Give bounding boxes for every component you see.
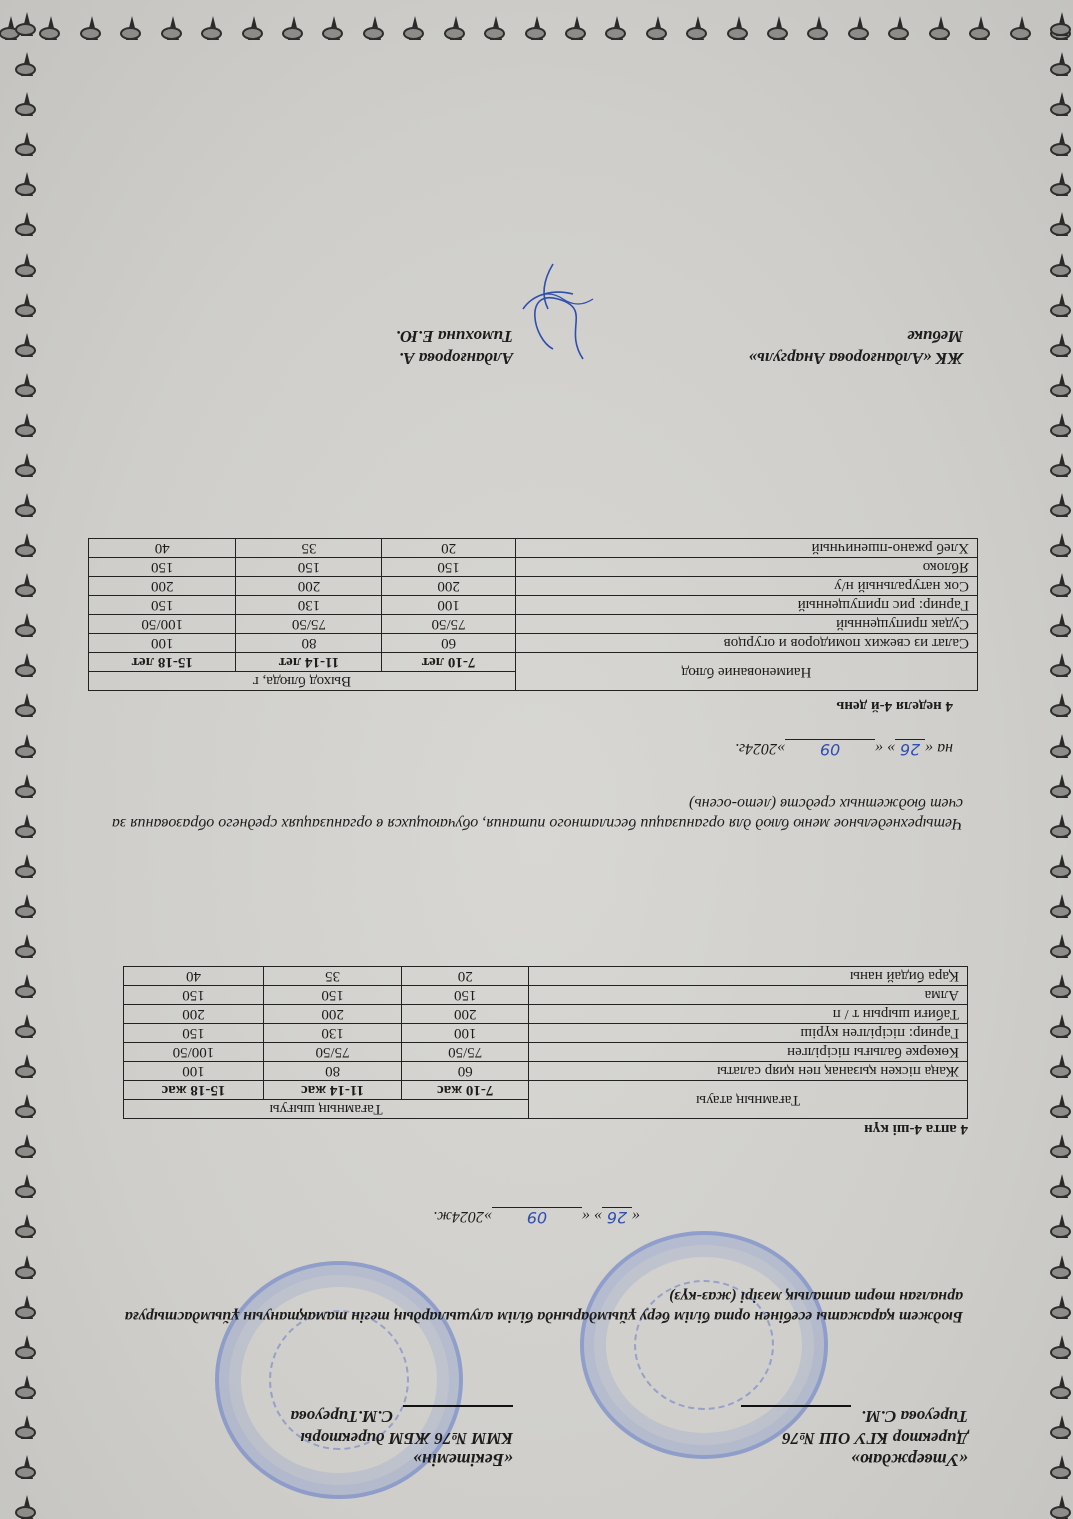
border-spike-icon <box>1051 481 1073 517</box>
approval-block-ru <box>548 1405 968 1471</box>
border-spike-icon <box>16 1483 38 1519</box>
border-spike-icon <box>1051 401 1073 437</box>
border-spike-icon <box>16 1243 38 1279</box>
border-spike-icon <box>889 4 911 40</box>
border-spike-icon <box>1051 601 1073 637</box>
portion-cell: 35 <box>263 967 401 986</box>
portion-cell: 130 <box>236 596 382 615</box>
border-spike-icon <box>1051 962 1073 998</box>
border-spike-icon <box>1051 120 1073 156</box>
border-spike-icon <box>1051 361 1073 397</box>
date-text: « <box>631 1208 640 1225</box>
day-label-kz: 4 апта 4-ші күн <box>864 1121 968 1137</box>
border-spike-icon <box>40 4 62 40</box>
border-spike-icon <box>16 962 38 998</box>
border-spike-icon <box>16 641 38 677</box>
border-spike-icon <box>16 80 38 116</box>
border-spike-icon <box>1051 1002 1073 1038</box>
day-label-ru: 4 неделя 4-й день <box>836 698 953 714</box>
table-row <box>124 967 968 986</box>
border-spike-icon <box>1051 1082 1073 1118</box>
date-text: » « <box>875 740 896 757</box>
border-spike-icon <box>1051 882 1073 918</box>
border-spike-icon <box>16 120 38 156</box>
portion-cell: 200 <box>263 1005 401 1024</box>
border-spike-icon <box>16 241 38 277</box>
portion-cell: 80 <box>236 634 382 653</box>
border-spike-icon <box>1051 1283 1073 1319</box>
dish-name-cell: Судак припущенный <box>515 615 977 634</box>
border-spike-icon <box>162 4 184 40</box>
border-spike-icon <box>1051 1483 1073 1519</box>
border-spike-icon <box>1051 1403 1073 1439</box>
portion-cell: 150 <box>89 596 237 615</box>
portion-cell: 100/50 <box>124 1043 264 1062</box>
signatory-line: Мебике <box>907 327 963 346</box>
border-spike-icon <box>1051 922 1073 958</box>
approval-name: С.М.Тиреуова <box>290 1407 393 1426</box>
border-spike-icon <box>606 4 628 40</box>
signatory-line: Алданғорова А. <box>398 349 513 368</box>
border-spike-icon <box>243 4 265 40</box>
border-spike-icon <box>1051 641 1073 677</box>
border-spike-icon <box>445 4 467 40</box>
border-spike-icon <box>1051 281 1073 317</box>
portion-cell: 60 <box>382 634 515 653</box>
portion-cell: 75/50 <box>382 615 515 634</box>
portion-cell: 100 <box>89 634 237 653</box>
border-spike-icon <box>16 1403 38 1439</box>
dish-name-cell: Салат из свежих помидоров и огурцов <box>515 634 977 653</box>
dish-name-cell: Гарнир: пісірілген күріш <box>529 1024 968 1043</box>
portion-cell: 100 <box>124 1062 264 1081</box>
portion-cell: 20 <box>382 539 515 558</box>
border-spike-icon <box>1051 0 1073 36</box>
border-spike-icon <box>526 4 548 40</box>
decorative-border-left <box>16 0 38 1519</box>
dish-name-cell: Алма <box>529 986 968 1005</box>
border-spike-icon <box>16 882 38 918</box>
table-row <box>89 615 978 634</box>
portion-cell: 100/50 <box>89 615 237 634</box>
portion-cell: 150 <box>89 558 237 577</box>
border-spike-icon <box>1011 4 1033 40</box>
approval-sign-row <box>113 1405 513 1427</box>
portion-cell: 75/50 <box>402 1043 529 1062</box>
menu-title-kz: Бюджет қаражаты есебінен орта білім беру ұйымдарында білім алушылардың тегін тамақтануын ұйымдастыруға арналған төрт апталық мәзірі (жаз-күз) <box>124 1288 963 1325</box>
table-row <box>89 634 978 653</box>
portion-cell: 200 <box>236 577 382 596</box>
signature-block-left <box>749 325 963 369</box>
border-spike-icon <box>16 160 38 196</box>
border-spike-icon <box>364 4 386 40</box>
border-spike-icon <box>566 4 588 40</box>
border-spike-icon <box>16 1363 38 1399</box>
border-spike-icon <box>1051 681 1073 717</box>
portion-cell: 40 <box>124 967 264 986</box>
border-spike-icon <box>849 4 871 40</box>
dish-name-cell: Көкөрке балығы пісірілген <box>529 1043 968 1062</box>
border-spike-icon <box>16 0 38 36</box>
decorative-border-bottom <box>0 4 1073 40</box>
border-spike-icon <box>404 4 426 40</box>
portion-cell: 130 <box>263 1024 401 1043</box>
signature-line <box>403 1405 513 1421</box>
portion-cell: 150 <box>382 558 515 577</box>
border-spike-icon <box>16 1122 38 1158</box>
date-text: »2024ж. <box>433 1208 492 1225</box>
border-spike-icon <box>16 40 38 76</box>
dish-name-cell: Қара бидай наны <box>529 967 968 986</box>
border-spike-icon <box>16 802 38 838</box>
table-row <box>124 1005 968 1024</box>
border-spike-icon <box>1051 241 1073 277</box>
border-spike-icon <box>1051 1443 1073 1479</box>
border-spike-icon <box>121 4 143 40</box>
border-spike-icon <box>1051 160 1073 196</box>
header-age: 11-14 жас <box>263 1081 401 1100</box>
border-spike-icon <box>1051 722 1073 758</box>
header-age: 7-10 лет <box>382 653 515 672</box>
border-spike-icon <box>16 561 38 597</box>
border-spike-icon <box>16 281 38 317</box>
border-spike-icon <box>16 201 38 237</box>
approval-sign-row <box>548 1405 968 1427</box>
approval-header: «Бекітемін» <box>412 1450 513 1470</box>
date-text: » « <box>581 1208 602 1225</box>
date-kz <box>0 1207 1073 1227</box>
table-row <box>124 1043 968 1062</box>
portion-cell: 150 <box>402 986 529 1005</box>
table-row <box>89 539 978 558</box>
date-month: 09 <box>785 739 875 759</box>
border-spike-icon <box>1051 1122 1073 1158</box>
dish-name-cell: Хлеб ржано-пшеничный <box>515 539 977 558</box>
border-spike-icon <box>687 4 709 40</box>
border-spike-icon <box>1051 40 1073 76</box>
border-spike-icon <box>1051 80 1073 116</box>
border-spike-icon <box>16 1082 38 1118</box>
portion-cell: 100 <box>402 1024 529 1043</box>
dish-name-cell: Табиғи шырын т / п <box>529 1005 968 1024</box>
date-day: 26 <box>602 1207 632 1227</box>
approval-title: Директор КГУ ОШ №76 <box>782 1429 968 1448</box>
border-spike-icon <box>16 681 38 717</box>
border-spike-icon <box>16 441 38 477</box>
portion-cell: 100 <box>382 596 515 615</box>
border-spike-icon <box>16 401 38 437</box>
date-text: »2024г. <box>735 740 786 757</box>
table-row <box>89 577 978 596</box>
border-spike-icon <box>1051 521 1073 557</box>
header-dish-name: Наименование блюд <box>515 653 977 691</box>
table-row <box>89 558 978 577</box>
border-spike-icon <box>16 601 38 637</box>
border-spike-icon <box>485 4 507 40</box>
border-spike-icon <box>768 4 790 40</box>
border-spike-icon <box>1051 1363 1073 1399</box>
table-header-row <box>124 1100 968 1119</box>
approval-title: КММ №76 ЖБМ директоры <box>300 1429 513 1448</box>
border-spike-icon <box>16 521 38 557</box>
portion-cell: 150 <box>236 558 382 577</box>
border-spike-icon <box>1051 441 1073 477</box>
border-spike-icon <box>1051 1243 1073 1279</box>
signature-line <box>741 1405 851 1421</box>
decorative-border-right <box>1051 0 1073 1519</box>
border-spike-icon <box>1051 1162 1073 1198</box>
border-spike-icon <box>1051 1042 1073 1078</box>
border-spike-icon <box>1051 762 1073 798</box>
header-age: 15-18 жас <box>124 1081 264 1100</box>
header-dish-name: Тағамның атауы <box>529 1081 968 1119</box>
border-spike-icon <box>16 1042 38 1078</box>
date-ru <box>735 739 953 759</box>
border-spike-icon <box>202 4 224 40</box>
border-spike-icon <box>1051 201 1073 237</box>
border-spike-icon <box>16 1443 38 1479</box>
border-spike-icon <box>16 321 38 357</box>
portion-cell: 200 <box>382 577 515 596</box>
border-spike-icon <box>930 4 952 40</box>
date-month: 09 <box>492 1207 582 1227</box>
header-yield: Выход блюда, г <box>89 672 516 691</box>
header-age: 11-14 лет <box>236 653 382 672</box>
border-spike-icon <box>16 722 38 758</box>
portion-cell: 200 <box>89 577 237 596</box>
header-yield: Тағамның шығуы <box>124 1100 529 1119</box>
menu-table-kz <box>123 966 968 1119</box>
border-spike-icon <box>808 4 830 40</box>
border-spike-icon <box>16 1283 38 1319</box>
portion-cell: 80 <box>263 1062 401 1081</box>
dish-name-cell: Яблоко <box>515 558 977 577</box>
table-row <box>124 1024 968 1043</box>
dish-name-cell: Сок натуральный н/у <box>515 577 977 596</box>
portion-cell: 75/50 <box>263 1043 401 1062</box>
table-header-row <box>89 672 978 691</box>
portion-cell: 150 <box>124 986 264 1005</box>
portion-cell: 35 <box>236 539 382 558</box>
portion-cell: 150 <box>263 986 401 1005</box>
border-spike-icon <box>323 4 345 40</box>
border-spike-icon <box>647 4 669 40</box>
border-spike-icon <box>1051 802 1073 838</box>
border-spike-icon <box>16 1002 38 1038</box>
portion-cell: 150 <box>124 1024 264 1043</box>
border-spike-icon <box>16 1162 38 1198</box>
signatory-line: Тимохина Е.Ю. <box>395 327 513 346</box>
border-spike-icon <box>81 4 103 40</box>
border-spike-icon <box>16 361 38 397</box>
handwritten-signature-icon <box>513 259 603 369</box>
portion-cell: 40 <box>89 539 237 558</box>
border-spike-icon <box>1051 561 1073 597</box>
dish-name-cell: Гарнир: рис припущенный <box>515 596 977 615</box>
menu-title-ru: Четырехнедельное меню блюд для организации бесплатного питания, обучающихся в организациях среднего образования за счет бюджетных средств (лето-осень) <box>111 795 963 832</box>
table-row <box>89 596 978 615</box>
signatory-line: ЖК «Алданғорова Анаргуль» <box>748 349 963 368</box>
portion-cell: 75/50 <box>236 615 382 634</box>
border-spike-icon <box>1051 1323 1073 1359</box>
portion-cell: 200 <box>124 1005 264 1024</box>
date-text: на « <box>925 740 953 757</box>
border-spike-icon <box>16 481 38 517</box>
header-age: 7-10 жас <box>402 1081 529 1100</box>
border-spike-icon <box>1051 321 1073 357</box>
approval-name: Тирeуова С.М. <box>861 1407 968 1426</box>
portion-cell: 200 <box>402 1005 529 1024</box>
border-spike-icon <box>728 4 750 40</box>
border-spike-icon <box>16 1323 38 1359</box>
header-age: 15-18 лет <box>89 653 237 672</box>
border-spike-icon <box>1051 842 1073 878</box>
border-spike-icon <box>16 842 38 878</box>
date-day: 26 <box>895 739 925 759</box>
border-spike-icon <box>970 4 992 40</box>
border-spike-icon <box>16 922 38 958</box>
dish-name-cell: Жаңа піскен қызанақ пен қияр салаты <box>529 1062 968 1081</box>
portion-cell: 60 <box>402 1062 529 1081</box>
table-row <box>124 1062 968 1081</box>
menu-table-ru <box>88 538 978 691</box>
approval-header: «Утверждаю» <box>850 1450 968 1470</box>
approval-block-kz <box>113 1405 513 1471</box>
portion-cell: 20 <box>402 967 529 986</box>
table-row <box>124 986 968 1005</box>
signature-block-right <box>396 325 513 369</box>
border-spike-icon <box>283 4 305 40</box>
border-spike-icon <box>16 762 38 798</box>
